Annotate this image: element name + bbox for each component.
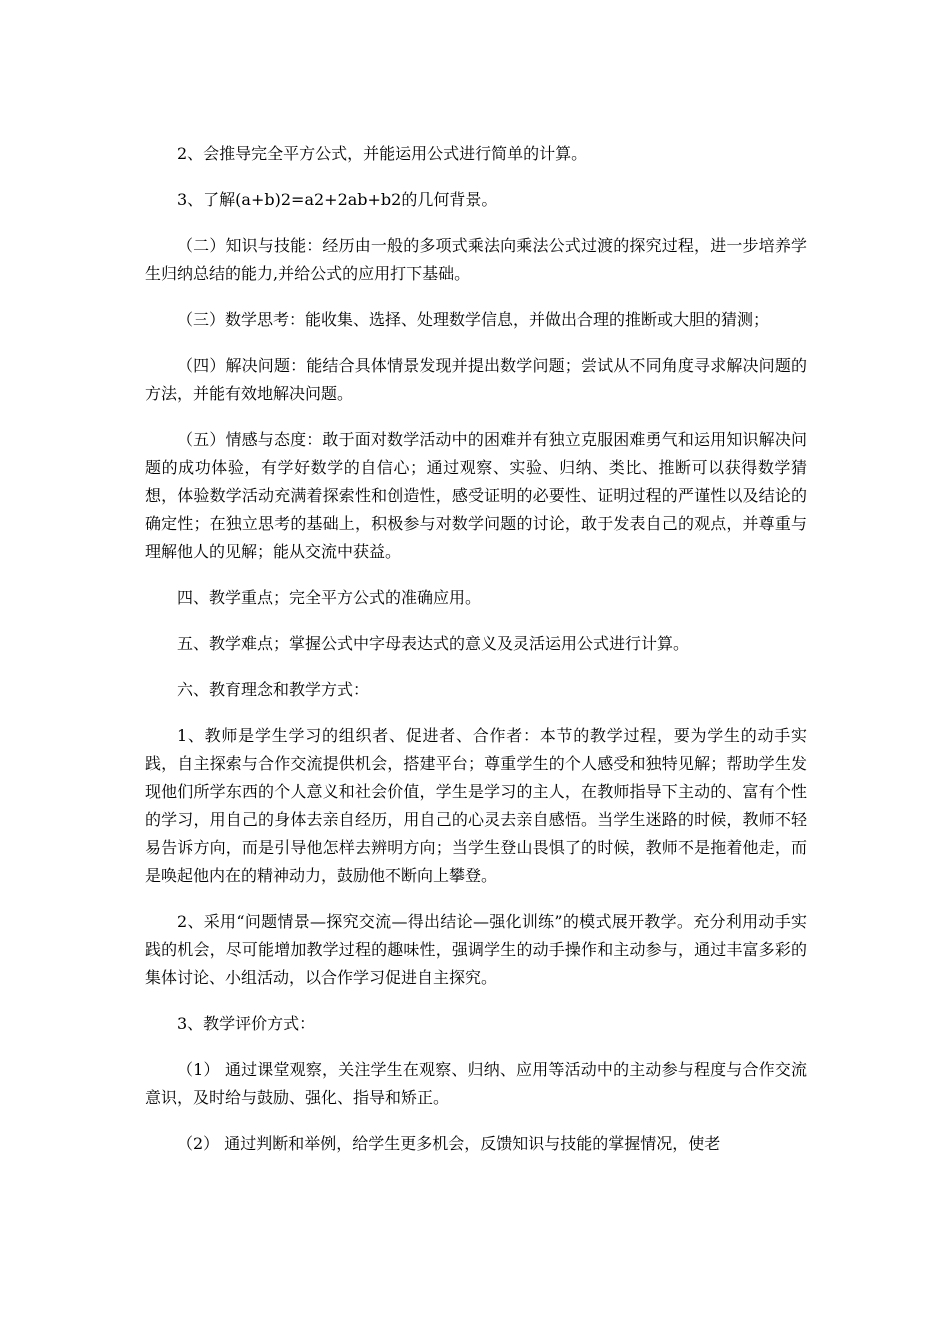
paragraph-knowledge-skills: （二）知识与技能：经历由一般的多项式乘法向乘法公式过渡的探究过程，进一步培养学生归纳总结的能力,并给公式的应用打下基础。 xyxy=(145,236,807,283)
paragraph-philosophy-heading: 六、教育理念和教学方式： xyxy=(177,680,370,699)
paragraph-teaching-mode: 2、采用“问题情景—探究交流—得出结论—强化训练”的模式展开教学。充分利用动手实践的机会，尽可能增加教学过程的趣味性，强调学生的动手操作和主动参与，通过丰富多彩的集体讨论、小组活动，以合作学习促进自主探究。 xyxy=(145,912,807,987)
paragraph-teaching-focus: 四、教学重点；完全平方公式的准确应用。 xyxy=(177,588,482,607)
paragraph-math-thinking: （三）数学思考：能收集、选择、处理数学信息，并做出合理的推断或大胆的猜测； xyxy=(177,310,770,329)
paragraph-evaluation-1: （1） 通过课堂观察，关注学生在观察、归纳、应用等活动中的主动参与程度与合作交流意识，及时给与鼓励、强化、指导和矫正。 xyxy=(145,1060,807,1107)
paragraph-teacher-role: 1、教师是学生学习的组织者、促进者、合作者：本节的教学过程，要为学生的动手实践，自主探索与合作交流提供机会，搭建平台；尊重学生的个人感受和独特见解；帮助学生发现他们所学东西的个人意义和社会价值，学生是学习的主人，在教师指导下主动的、富有个性的学习，用自己的身体去亲自经历，用自己的心灵去亲自感悟。当学生迷路的时候，教师不轻易告诉方向，而是引导他怎样去辨明方向；当学生登山畏惧了的时候，教师不是拖着他走，而是唤起他内在的精神动力，鼓励他不断向上攀登。 xyxy=(145,726,807,885)
document-body xyxy=(145,140,807,1176)
paragraph-emotion-attitude: （五）情感与态度：敢于面对数学活动中的困难并有独立克服困难勇气和运用知识解决问题的成功体验，有学好数学的自信心；通过观察、实验、归纳、类比、推断可以获得数学猜想，体验数学活动充满着探索性和创造性，感受证明的必要性、证明过程的严谨性以及结论的确定性；在独立思考的基础上，积极参与对数学问题的讨论，敢于发表自己的观点，并尊重与理解他人的见解；能从交流中获益。 xyxy=(145,430,807,561)
paragraph-evaluation-heading: 3、教学评价方式： xyxy=(177,1014,316,1033)
paragraph-problem-solving: （四）解决问题：能结合具体情景发现并提出数学问题；尝试从不同角度寻求解决问题的方法，并能有效地解决问题。 xyxy=(145,356,807,403)
paragraph-evaluation-2: （2） 通过判断和举例，给学生更多机会，反馈知识与技能的掌握情况，使老 xyxy=(177,1134,721,1153)
paragraph-teaching-difficulty: 五、教学难点；掌握公式中字母表达式的意义及灵活运用公式进行计算。 xyxy=(177,634,690,653)
paragraph-objective-2: 2、会推导完全平方公式，并能运用公式进行简单的计算。 xyxy=(177,144,588,163)
paragraph-objective-3: 3、了解(a+b)2=a2+2ab+b2的几何背景。 xyxy=(177,190,498,209)
